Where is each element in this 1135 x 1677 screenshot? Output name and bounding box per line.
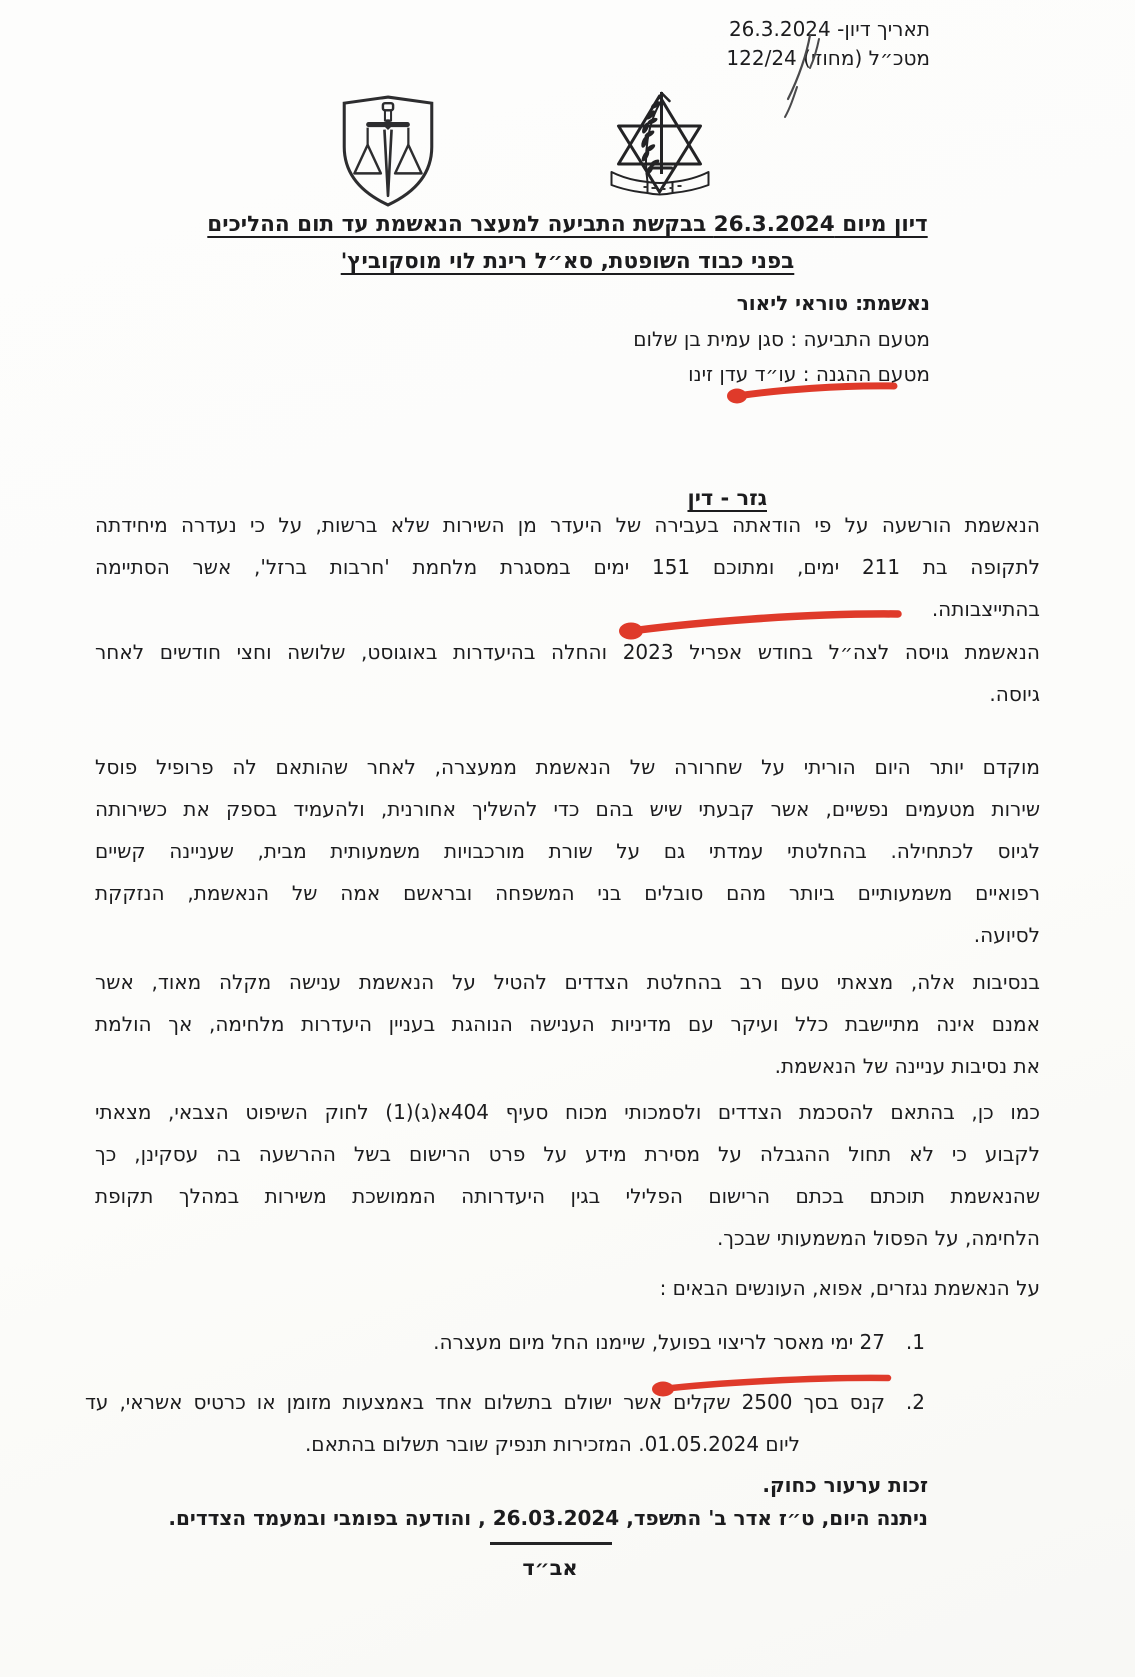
issued-line: ניתנה היום, ט״ז אדר ב' התשפד, 26.03.2024 , והודעה בפומבי ובמעמד הצדדים. (168, 1506, 928, 1530)
text-line: לסיועה. (973, 923, 1040, 947)
text-line: גיוסה. (989, 682, 1040, 706)
text-line: לתקופה בת 211 ימים, ומתוכם 151 ימים במסגרת מלחמת 'חרבות ברזל', אשר הסתיימה (95, 555, 1040, 579)
paragraph-criminal-record (95, 1091, 1040, 1259)
text-line: אמנם אינה מתיישבת כלל ועיקר עם מדיניות הענישה הנוהגת בעניין היעדרות מלחימה, אך הולמת (95, 1012, 1040, 1036)
penalty-number-1: 1. (905, 1330, 925, 1354)
case-number: מטכ״ל (מחוזי) 122/24 (726, 46, 930, 70)
document-title (0, 206, 1135, 280)
text-line: לגיוס לכתחילה. בהחלטתי עמדתי גם על שורת מורכבויות משמעותית מבית, שעניינה קשיים (95, 839, 1040, 863)
idf-emblem-icon (596, 90, 724, 198)
text-line: את נסיבות עניינה של הנאשמת. (774, 1054, 1040, 1078)
text-line: הנאשמת גויסה לצה״ל בחודש אפריל 2023 והחלה בהיעדרות באוגוסט, שלושה וחצי חודשים לאחר (95, 640, 1040, 664)
text-line: ליום 01.05.2024. המזכירות תנפיק שובר תשלום בהתאם. (304, 1432, 800, 1456)
prosecution-line: מטעם התביעה : סגן עמית בן שלום (633, 326, 930, 351)
text-line: הנאשמת הורשעה על פי הודאתה בעבירה של היעדר מן השירות שלא ברשות, על כי נעדרה מיחידתה (95, 513, 1040, 537)
hearing-date: תאריך דיון- 26.3.2024 (728, 17, 930, 41)
penalty-number-2: 2. (905, 1390, 925, 1414)
verdict-section-title: גזר - דין (687, 486, 767, 510)
title-line-2: בפני כבוד השופטת, סא״ל רינת לוי מוסקוביץ' (340, 249, 795, 274)
penalty-item-1 (85, 1321, 925, 1363)
text-line: שהנאשמת תוכתם בכתם הרישום הפלילי בגין היעדרותה הממושכת משירות במהלך תקופת (95, 1184, 1040, 1208)
text-line: בהתייצבותה. (931, 597, 1040, 621)
text-line: שירות מטעמים נפשיים, אשר קבעתי שיש בהם כדי להשליך אחורנית, ולהעמיד בספק את כשירותה (95, 797, 1040, 821)
text-line: מוקדם יותר היום הוריתי על שחרורה של הנאשמת ממעצרה, לאחר שהותאם לה פרופיל פוסל (95, 755, 1040, 779)
appeal-right-line: זכות ערעור כחוק. (762, 1473, 928, 1497)
text-line: רפואיים משמעותיים ביותר מהם סובלים בני המשפחה ובראשם אמה של הנאשמת, הנזקקת (95, 881, 1040, 905)
paragraph-release (95, 746, 1040, 956)
penalty-item-2 (85, 1381, 925, 1465)
text-line: לקבוע כי לא תחול ההגבלה על מסירת מידע על פרט הרישום בשל ההרשעה בה עסקינן, כך (95, 1142, 1040, 1166)
sentence-intro-line: על הנאשמת נגזרים, אפוא, העונשים הבאים : (659, 1276, 1040, 1300)
defense-line: מטעם ההגנה : עו״ד עדן זינו (688, 362, 930, 386)
defendant-line: נאשמת: טוראי ליאור (736, 291, 930, 315)
pen-scribble (753, 33, 835, 119)
paragraph-enlistment (95, 631, 1040, 715)
penalty-gap (885, 1321, 897, 1363)
text-line: הלחימה, על הפסול המשמעותי שבכך. (716, 1226, 1040, 1250)
title-line-1: דיון מיום 26.3.2024 בבקשת התביעה למעצר הנאשמת עד תום ההליכים (207, 212, 928, 237)
presiding-judge-label: אב״ד (522, 1556, 578, 1580)
penalty-text-2 (85, 1381, 885, 1465)
text-line: כמו כן, בהתאם להסכמת הצדדים ולסמכותי מכוח סעיף 404א(ג)(1) לחוק השיפוט הצבאי, מצאתי (95, 1100, 1040, 1124)
red-marker-underline-defense (722, 377, 904, 407)
paragraph-leniency (95, 961, 1040, 1087)
signature-line (490, 1542, 612, 1545)
military-court-emblem-icon (336, 94, 440, 208)
text-line: קנס בסך 2500 שקלים אשר ישולם בתשלום אחד באמצעות מזומן או כרטיס אשראי, עד (85, 1390, 885, 1414)
penalty-gap (885, 1381, 897, 1465)
closing-block (168, 1469, 928, 1535)
penalty-text-1: 27 ימי מאסר לריצוי בפועל, שיימנו החל מיום מעצרה. (433, 1330, 885, 1354)
text-line: בנסיבות אלה, מצאתי טעם רב בהחלטת הצדדים להטיל על הנאשמת ענישה מקלה מאוד, אשר (95, 970, 1040, 994)
